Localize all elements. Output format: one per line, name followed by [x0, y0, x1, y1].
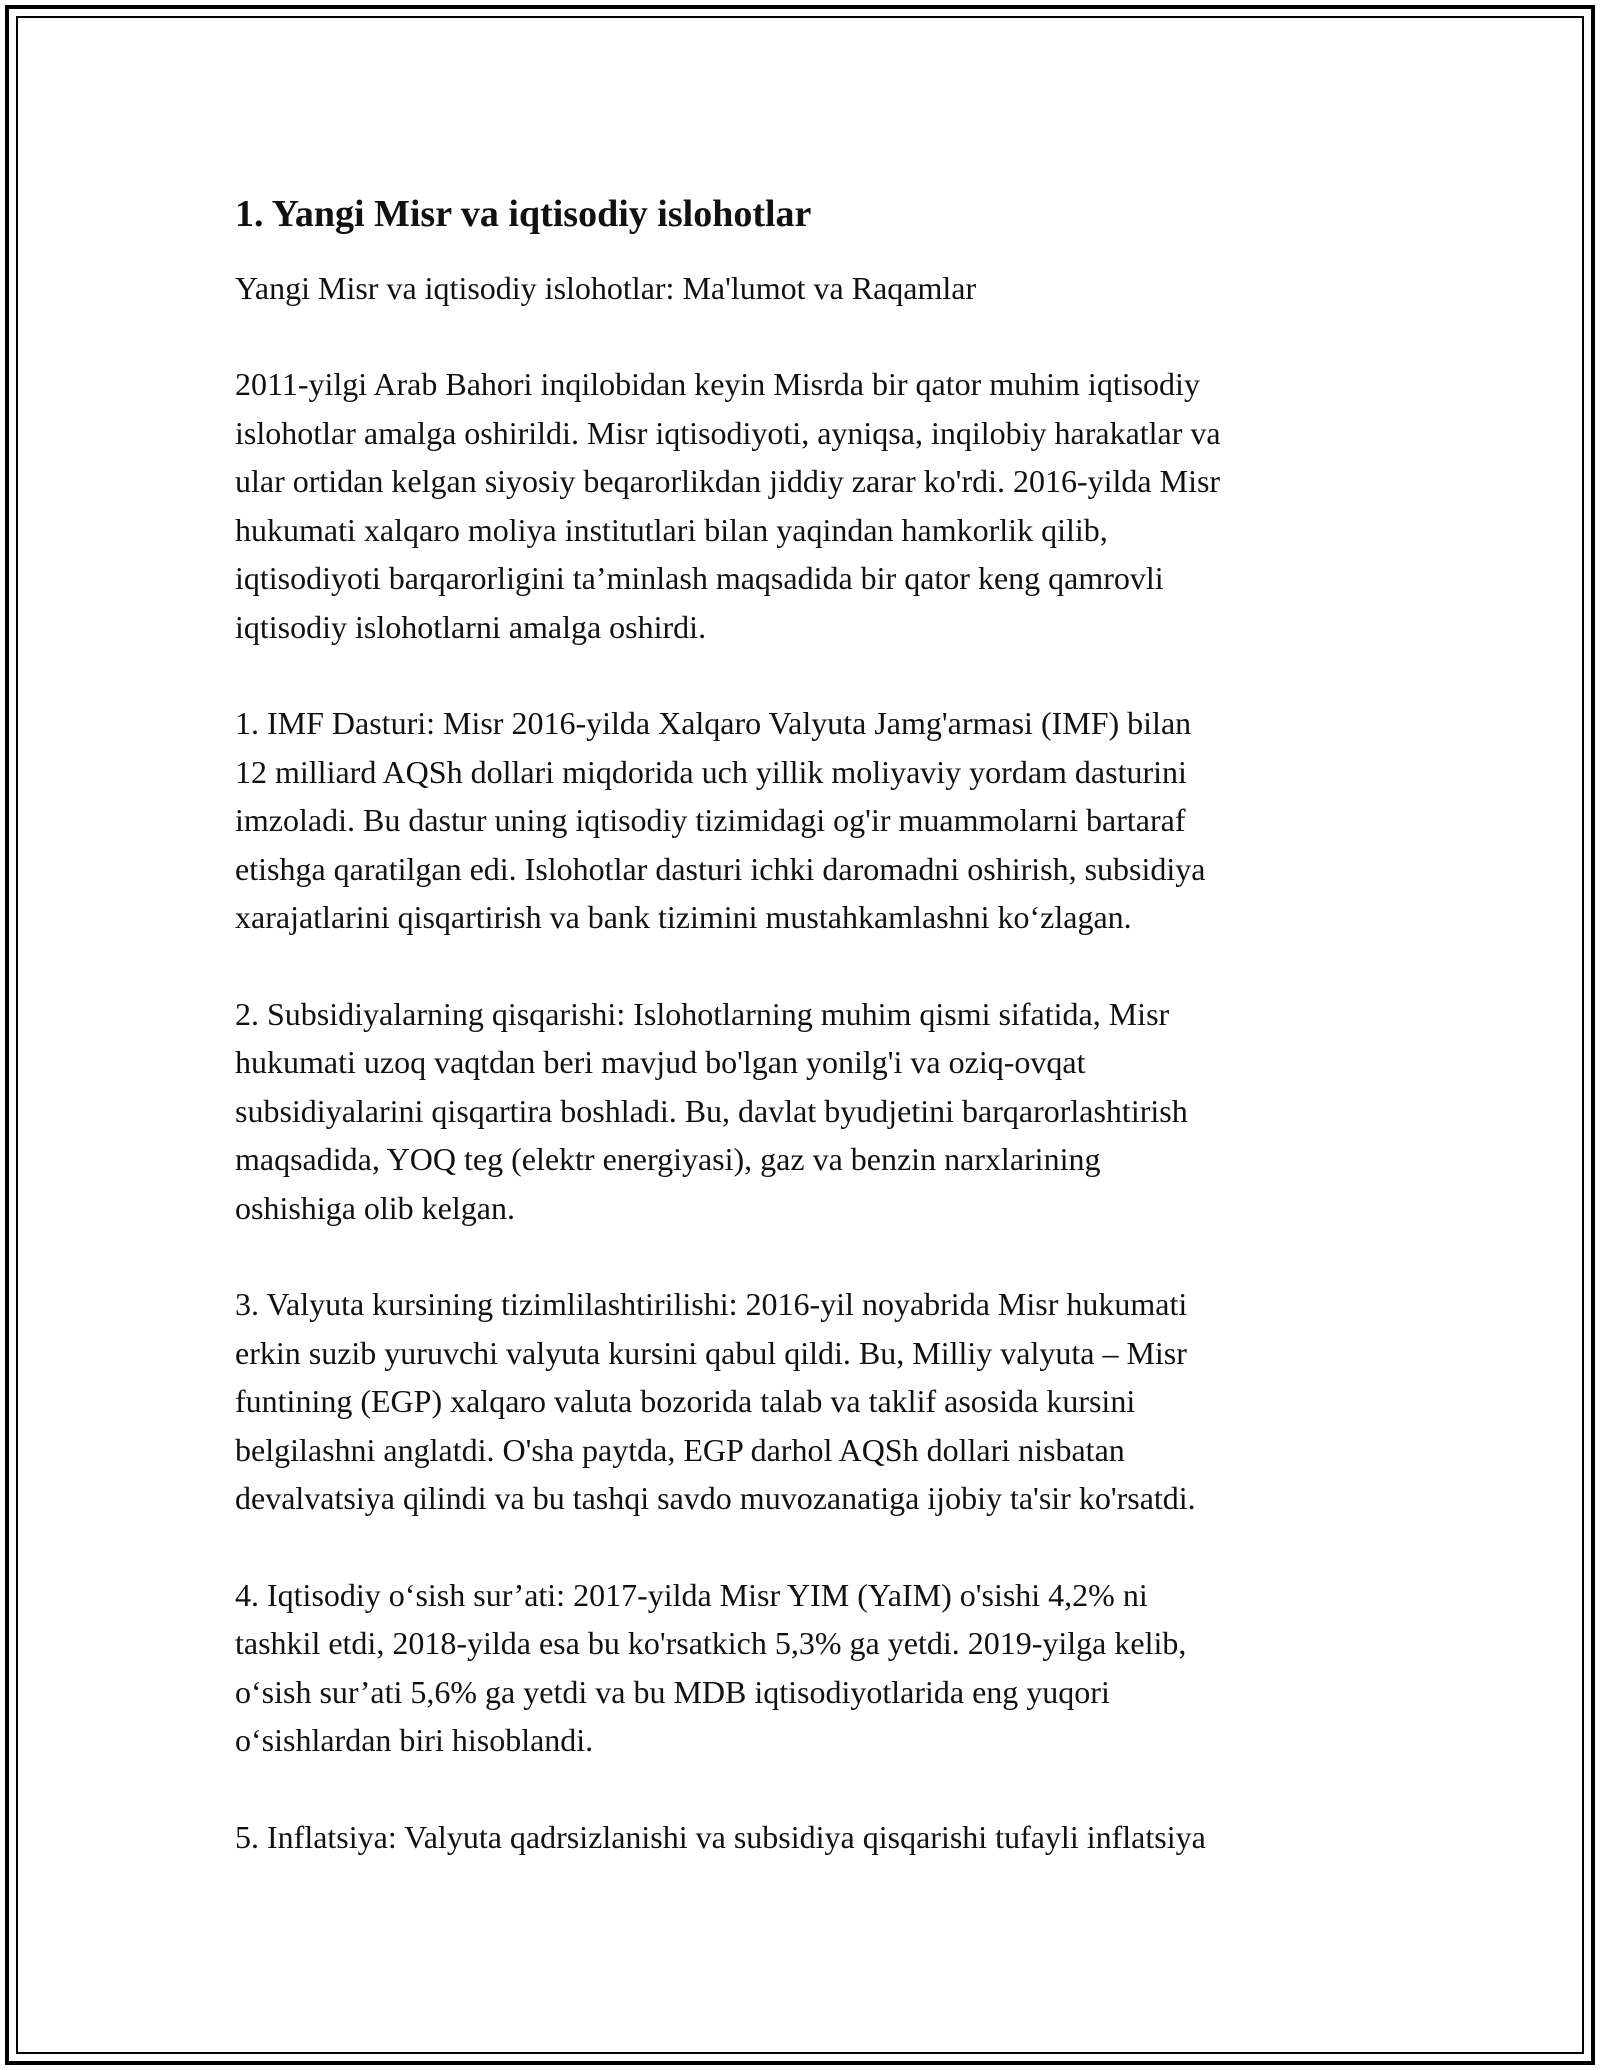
- text-line: 3. Valyuta kursining tizimlilashtirilishi: 2016-yil noyabrida Misr hukumati: [235, 1286, 1188, 1322]
- paragraph-subsidies: [235, 990, 1385, 1233]
- text-line: etishga qaratilgan edi. Islohotlar dasturi ichki daromadni oshirish, subsidiya: [235, 850, 1206, 887]
- text-line: hukumati xalqaro moliya institutlari bilan yaqindan hamkorlik qilib,: [235, 511, 1108, 548]
- text-line: imzoladi. Bu dastur uning iqtisodiy tizimidagi og'ir muammolarni bartaraf: [235, 802, 1186, 838]
- document-body: [235, 186, 1385, 1909]
- text-line: iqtisodiyoti barqarorligini ta’minlash maqsadida bir qator keng qamrovli: [235, 560, 1164, 596]
- document-subtitle: Yangi Misr va iqtisodiy islohotlar: Ma'lumot va Raqamlar: [235, 270, 977, 306]
- text-line: ular ortidan kelgan siyosiy beqarorlikdan jiddiy zarar ko'rdi. 2016-yilda Misr: [235, 463, 1221, 499]
- text-line: islohotlar amalga oshirildi. Misr iqtisodiyoti, ayniqsa, inqilobiy harakatlar va: [235, 414, 1221, 451]
- paragraph-currency: [235, 1280, 1385, 1523]
- text-line: subsidiyalarini qisqartira boshladi. Bu, davlat byudjetini barqarorlashtirish: [235, 1092, 1188, 1129]
- text-line: iqtisodiy islohotlarni amalga oshirdi.: [235, 608, 707, 645]
- text-line: oshishiga olib kelgan.: [235, 1189, 515, 1226]
- text-line: 1. IMF Dasturi: Misr 2016-yilda Xalqaro Valyuta Jamg'armasi (IMF) bilan: [235, 705, 1192, 741]
- paragraph-growth: [235, 1571, 1385, 1765]
- document-title: 1. Yangi Misr va iqtisodiy islohotlar: [235, 193, 812, 235]
- text-line: xarajatlarini qisqartirish va bank tizimini mustahkamlashni ko‘zlagan.: [235, 899, 1132, 935]
- text-line: belgilashni anglatdi. O'sha paytda, EGP darhol AQSh dollari nisbatan: [235, 1431, 1125, 1468]
- text-line: 4. Iqtisodiy o‘sish sur’ati: 2017-yilda Misr YIM (YaIM) o'sishi 4,2% ni: [235, 1576, 1148, 1613]
- paragraph-intro: [235, 360, 1385, 651]
- text-line: 2. Subsidiyalarning qisqarishi: Islohotlarning muhim qismi sifatida, Misr: [235, 995, 1170, 1032]
- paragraph-inflation: [235, 1813, 1385, 1862]
- text-line: o‘sishlardan biri hisoblandi.: [235, 1722, 594, 1758]
- text-line: funtining (EGP) xalqaro valuta bozorida talab va taklif asosida kursini: [235, 1383, 1136, 1419]
- text-line: o‘sish sur’ati 5,6% ga yetdi va bu MDB iqtisodiyotlarida eng yuqori: [235, 1673, 1110, 1710]
- text-line: maqsadida, YOQ teg (elektr energiyasi), gaz va benzin narxlarining: [235, 1141, 1101, 1177]
- text-line: 12 milliard AQSh dollari miqdorida uch yillik moliyaviy yordam dasturini: [235, 753, 1187, 790]
- text-line: 2011-yilgi Arab Bahori inqilobidan keyin Misrda bir qator muhim iqtisodiy: [235, 366, 1200, 402]
- text-line: tashkil etdi, 2018-yilda esa bu ko'rsatkich 5,3% ga yetdi. 2019-yilga kelib,: [235, 1625, 1187, 1661]
- text-line: hukumati uzoq vaqtdan beri mavjud bo'lgan yonilg'i va oziq-ovqat: [235, 1044, 1086, 1080]
- text-line: erkin suzib yuruvchi valyuta kursini qabul qildi. Bu, Milliy valyuta – Misr: [235, 1334, 1187, 1371]
- text-line: devalvatsiya qilindi va bu tashqi savdo muvozanatiga ijobiy ta'sir ko'rsatdi.: [235, 1480, 1196, 1516]
- text-line: 5. Inflatsiya: Valyuta qadrsizlanishi va subsidiya qisqarishi tufayli inflatsiya: [235, 1818, 1206, 1855]
- paragraph-imf-program: [235, 699, 1385, 942]
